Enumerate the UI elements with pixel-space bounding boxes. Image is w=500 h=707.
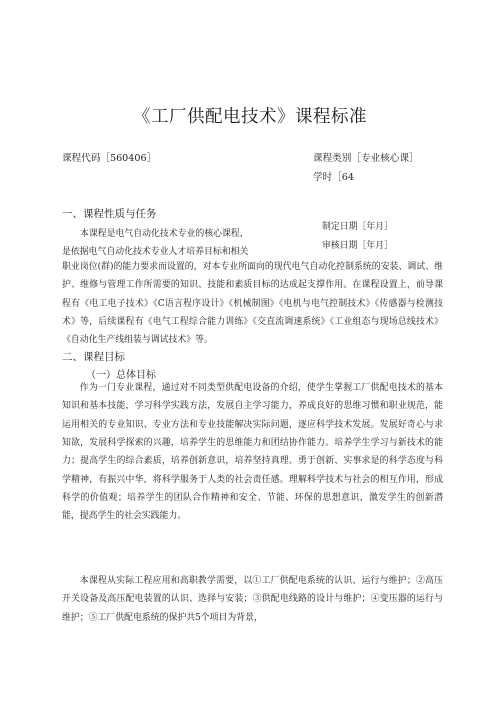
page-title: 《工厂供配电技术》课程标准 — [133, 107, 367, 127]
section1-line2: 是依据电气自动化技术专业人才培养目标和相关 — [62, 247, 249, 257]
section-heading-goals: 二、课程目标 — [62, 351, 125, 363]
goals-paragraph-2: 本课程从实际工程应用和高职教学需要，以①工厂供配电系统的认识、运行与维护；②高压开关设备及高压配电装置的认识、选择与安装；③供配电线路的设计与维护；④变压器的运行与维护；⑤工厂供配电系统的保护共5个项目为背景， — [62, 576, 443, 623]
section1-line1: 本课程是电气自动化技术专业的核心课程， — [80, 229, 249, 239]
made-date: 制定日期［年月］ — [322, 222, 393, 232]
section1-body: 职业岗位(群)的能力要求而设置的，对本专业所面向的现代电气自动化控制系统的安装、调试、维护、维修与管理工作所需要的知识、技能和素质目标的达成起支撑作用。在课程设置上，前导课程有《电工电子技术》《C语言程序设计》《机械制图》《电机与电气控制技术》《传感器与检测技术》等，后续课程有《电气工程综合能力训练》《交直流调速系统》《工业组态与现场总线技术》《自动化生产线组装与调试技术》等。 — [62, 262, 443, 346]
goals-paragraph-1: 作为一门专业课程，通过对不同类型供配电设备的介绍，使学生掌握工厂供配电技术的基本知识和基本技能，学习科学实践方法，发展自主学习能力，养成良好的思维习惯和职业规范，能运用相关的专业知识、专业方法和专业技能解决实际问题，逐应科学技术发展。发展好奇心与求知欲，发展科学探索的兴趣，培养学生的思维能力和团结协作能力。培养学生学习与新技术的能力；提高学生的综合素质，培养创新意识，培养坚持真理、勇于创新、实事求是的科学态度与科学精神，有振兴中华，将科学服务于人类的社会责任感。理解科学技术与社会的相互作用，形成科学的价值观；培养学生的团队合作精神和安全、节能、环保的思想意识，激发学生的创新潜能，提高学生的社会实践能力。 — [62, 383, 443, 522]
course-type: 课程类别［专业核心课］ — [313, 153, 419, 164]
subsection-heading-overall: （一）总体目标 — [86, 370, 156, 381]
review-date: 审核日期［年月］ — [322, 241, 393, 251]
course-hours: 学时［64 — [313, 172, 354, 183]
section-heading-nature: 一、课程性质与任务 — [62, 208, 157, 220]
course-code: 课程代码［560406］ — [62, 153, 157, 164]
